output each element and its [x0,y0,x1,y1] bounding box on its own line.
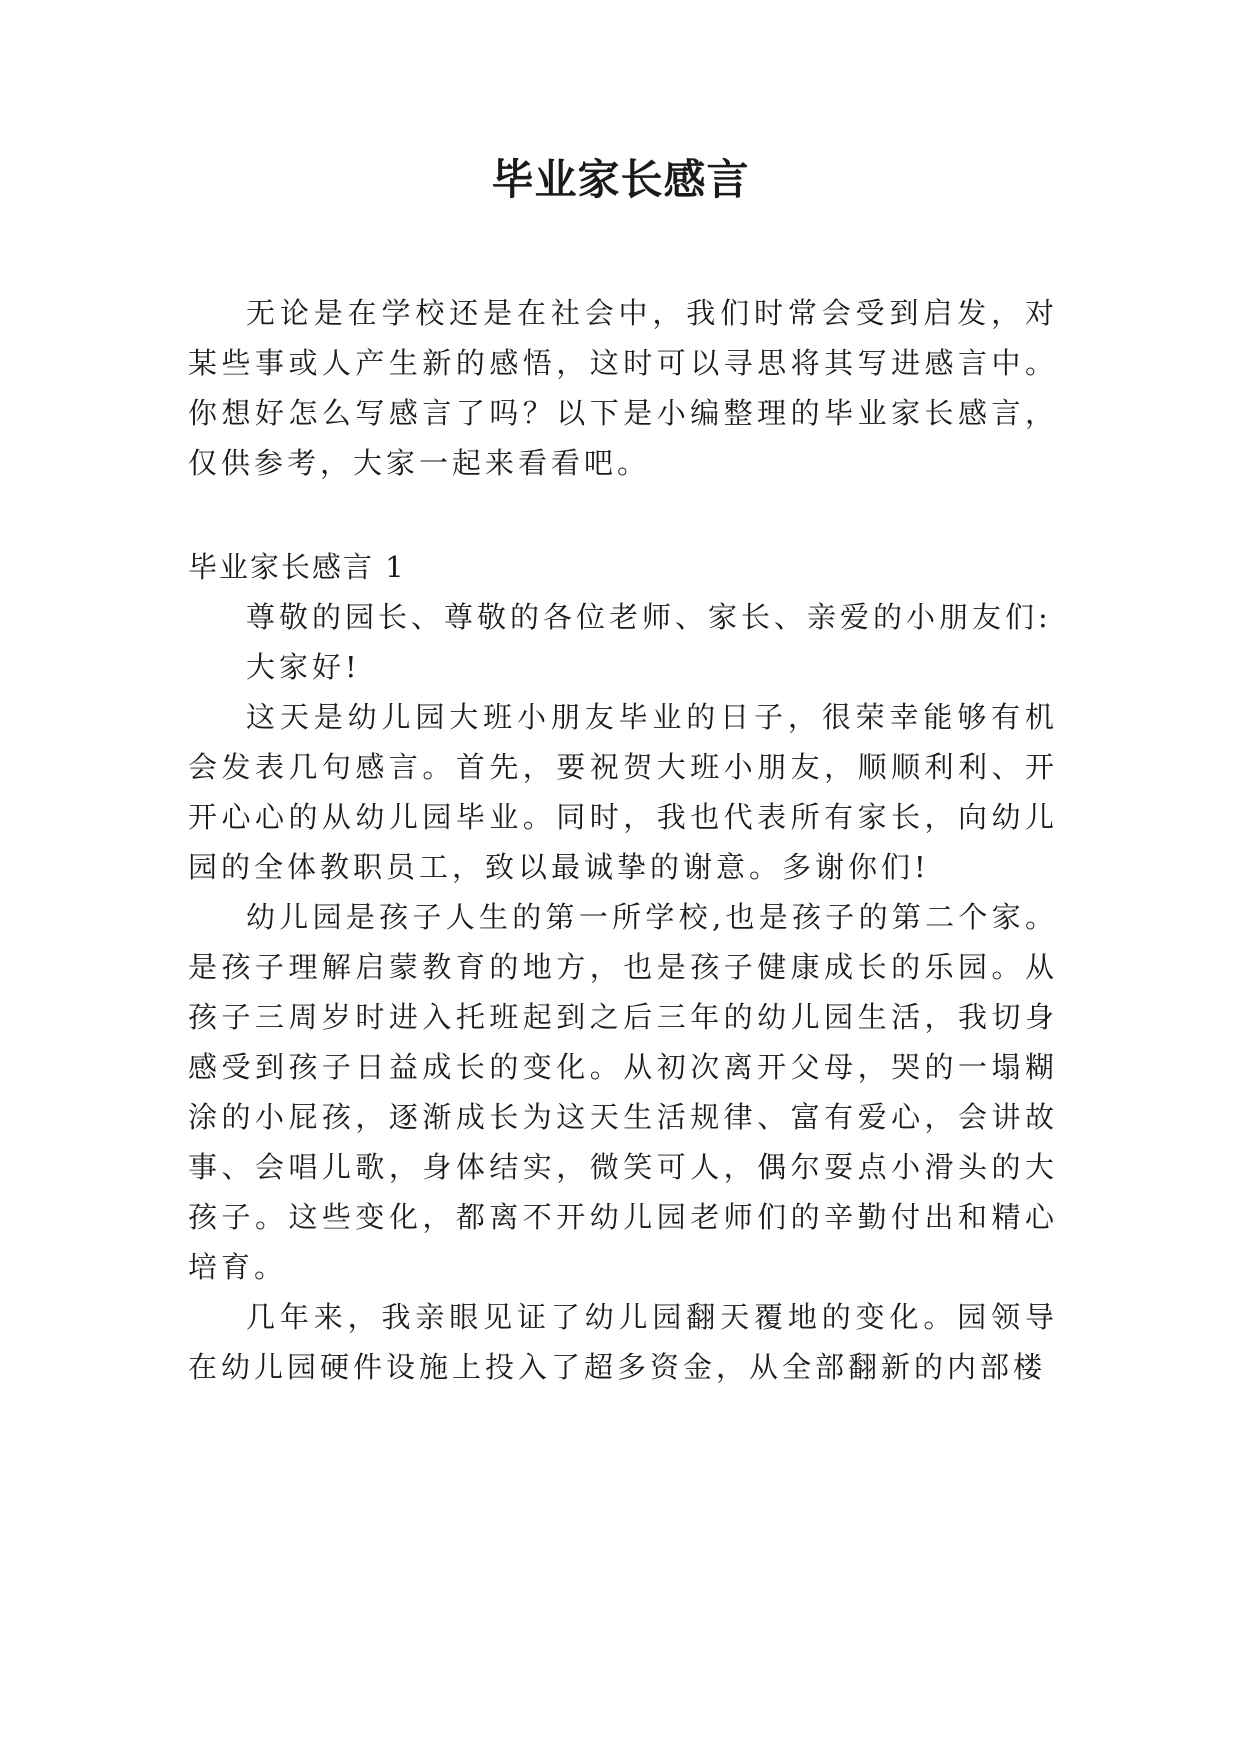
body-paragraph-3: 几年来，我亲眼见证了幼儿园翻天覆地的变化。园领导在幼儿园硬件设施上投入了超多资金，从全部翻新的内部楼 [188,1300,1058,1384]
salutation-line: 尊敬的园长、尊敬的各位老师、家长、亲爱的小朋友们: [246,600,1052,634]
greeting-line: 大家好! [246,650,361,684]
intro-paragraph: 无论是在学校还是在社会中，我们时常会受到启发，对某些事或人产生新的感悟，这时可以寻思将其写进感言中。你想好怎么写感言了吗？以下是小编整理的毕业家长感言，仅供参考，大家一起来看看吧。 [188,296,1058,480]
body-paragraph-2: 幼儿园是孩子人生的第一所学校,也是孩子的第二个家。是孩子理解启蒙教育的地方，也是孩子健康成长的乐园。从孩子三周岁时进入托班起到之后三年的幼儿园生活，我切身感受到孩子日益成长的变化。从初次离开父母，哭的一塌糊涂的小屁孩，逐渐成长为这天生活规律、富有爱心，会讲故事、会唱儿歌，身体结实，微笑可人，偶尔耍点小滑头的大孩子。这些变化，都离不开幼儿园老师们的辛勤付出和精心培育。 [188,900,1058,1284]
document-body [188,288,1058,1392]
section-heading: 毕业家长感言 1 [188,550,406,584]
section-spacer [188,488,1058,542]
document-title: 毕业家长感言 [491,155,750,204]
body-paragraph-1: 这天是幼儿园大班小朋友毕业的日子，很荣幸能够有机会发表几句感言。首先，要祝贺大班小朋友，顺顺利利、开开心心的从幼儿园毕业。同时，我也代表所有家长，向幼儿园的全体教职员工，致以最诚挚的谢意。多谢你们! [188,700,1058,884]
